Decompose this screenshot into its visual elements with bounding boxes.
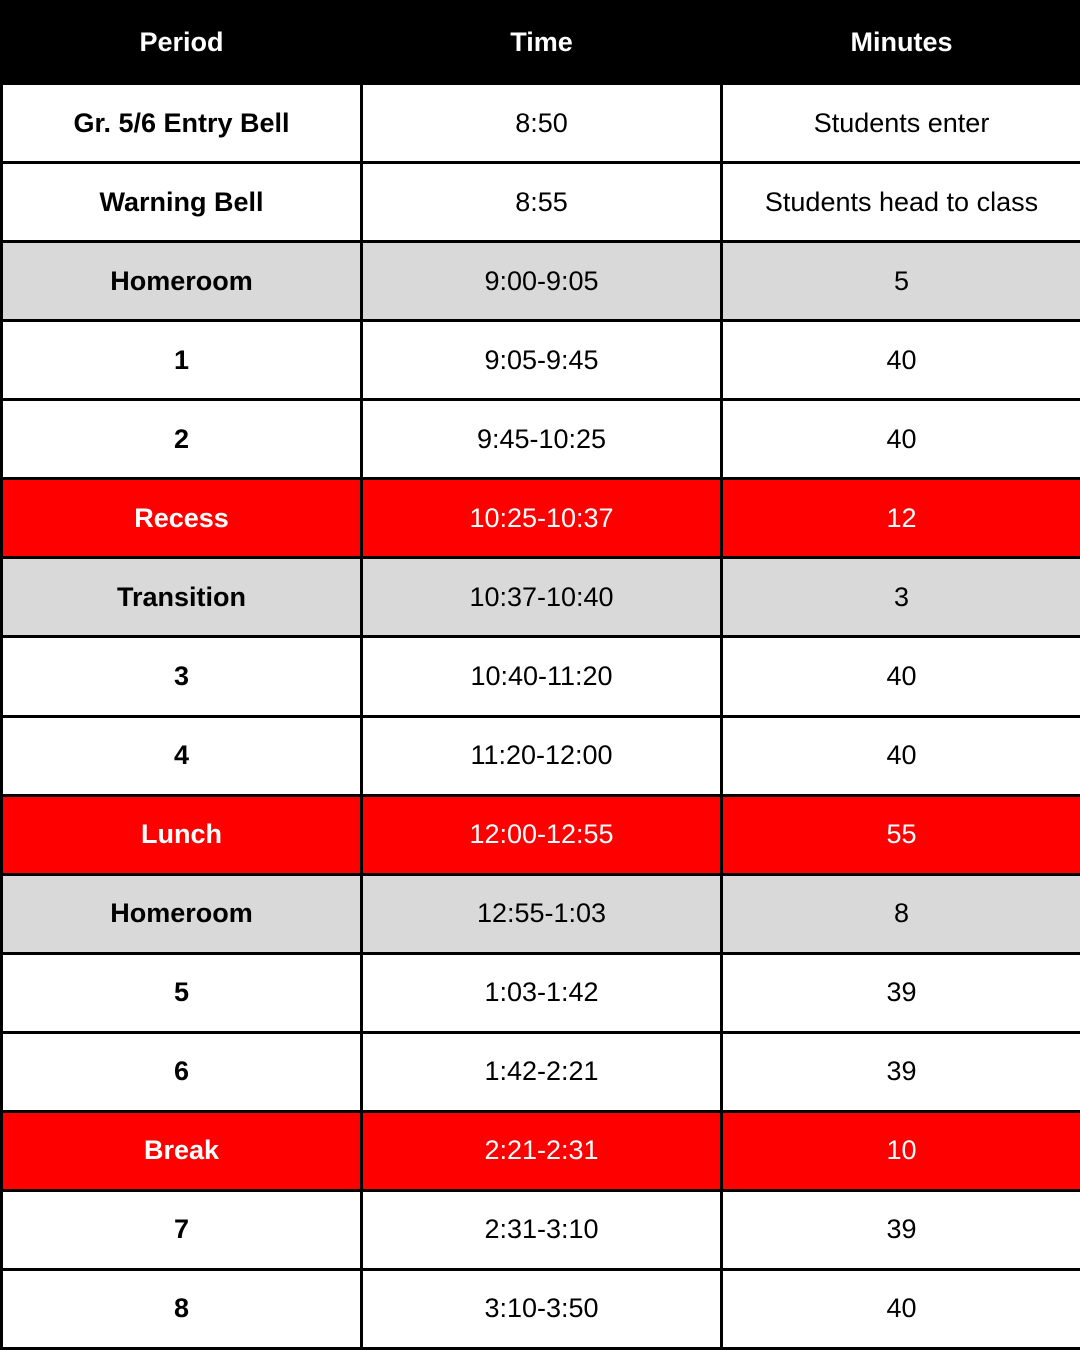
period-cell: 8 xyxy=(2,1269,362,1348)
schedule-row xyxy=(2,874,1080,953)
period-cell: Lunch xyxy=(2,795,362,874)
time-cell: 9:45-10:25 xyxy=(362,400,722,479)
time-cell: 8:55 xyxy=(362,163,722,242)
minutes-cell: 40 xyxy=(722,321,1080,400)
minutes-cell: 39 xyxy=(722,953,1080,1032)
period-cell: Homeroom xyxy=(2,874,362,953)
schedule-row xyxy=(2,637,1080,716)
period-cell: 6 xyxy=(2,1032,362,1111)
time-cell: 1:03-1:42 xyxy=(362,953,722,1032)
schedule-row xyxy=(2,716,1080,795)
minutes-cell: 40 xyxy=(722,1269,1080,1348)
schedule-row xyxy=(2,163,1080,242)
minutes-cell: 40 xyxy=(722,400,1080,479)
minutes-cell: 8 xyxy=(722,874,1080,953)
time-cell: 3:10-3:50 xyxy=(362,1269,722,1348)
time-cell: 9:00-9:05 xyxy=(362,242,722,321)
minutes-cell: 10 xyxy=(722,1111,1080,1190)
schedule-row xyxy=(2,479,1080,558)
period-cell: Break xyxy=(2,1111,362,1190)
schedule-row xyxy=(2,400,1080,479)
schedule-row xyxy=(2,1032,1080,1111)
time-cell: 8:50 xyxy=(362,84,722,163)
header-row xyxy=(2,2,1080,84)
time-cell: 1:42-2:21 xyxy=(362,1032,722,1111)
schedule-row xyxy=(2,558,1080,637)
minutes-cell: Students enter xyxy=(722,84,1080,163)
period-cell: Homeroom xyxy=(2,242,362,321)
time-cell: 12:00-12:55 xyxy=(362,795,722,874)
minutes-cell: 40 xyxy=(722,637,1080,716)
period-cell: 1 xyxy=(2,321,362,400)
minutes-cell: 39 xyxy=(722,1032,1080,1111)
time-cell: 12:55-1:03 xyxy=(362,874,722,953)
minutes-cell: 55 xyxy=(722,795,1080,874)
period-cell: Gr. 5/6 Entry Bell xyxy=(2,84,362,163)
schedule-row xyxy=(2,242,1080,321)
period-cell: 5 xyxy=(2,953,362,1032)
minutes-cell: Students head to class xyxy=(722,163,1080,242)
minutes-cell: 40 xyxy=(722,716,1080,795)
time-cell: 2:31-3:10 xyxy=(362,1190,722,1269)
time-column-header: Time xyxy=(362,2,722,84)
period-cell: Recess xyxy=(2,479,362,558)
period-cell: Transition xyxy=(2,558,362,637)
period-cell: Warning Bell xyxy=(2,163,362,242)
time-cell: 10:37-10:40 xyxy=(362,558,722,637)
schedule-row xyxy=(2,1269,1080,1348)
time-cell: 10:25-10:37 xyxy=(362,479,722,558)
time-cell: 11:20-12:00 xyxy=(362,716,722,795)
schedule-row xyxy=(2,1190,1080,1269)
minutes-column-header: Minutes xyxy=(722,2,1080,84)
minutes-cell: 5 xyxy=(722,242,1080,321)
schedule-row xyxy=(2,321,1080,400)
period-column-header: Period xyxy=(2,2,362,84)
minutes-cell: 39 xyxy=(722,1190,1080,1269)
period-cell: 7 xyxy=(2,1190,362,1269)
period-cell: 4 xyxy=(2,716,362,795)
minutes-cell: 3 xyxy=(722,558,1080,637)
period-cell: 3 xyxy=(2,637,362,716)
time-cell: 2:21-2:31 xyxy=(362,1111,722,1190)
minutes-cell: 12 xyxy=(722,479,1080,558)
schedule-body xyxy=(2,84,1080,1349)
schedule-row xyxy=(2,1111,1080,1190)
schedule-row xyxy=(2,84,1080,163)
time-cell: 9:05-9:45 xyxy=(362,321,722,400)
period-cell: 2 xyxy=(2,400,362,479)
time-cell: 10:40-11:20 xyxy=(362,637,722,716)
schedule-row xyxy=(2,795,1080,874)
schedule-row xyxy=(2,953,1080,1032)
